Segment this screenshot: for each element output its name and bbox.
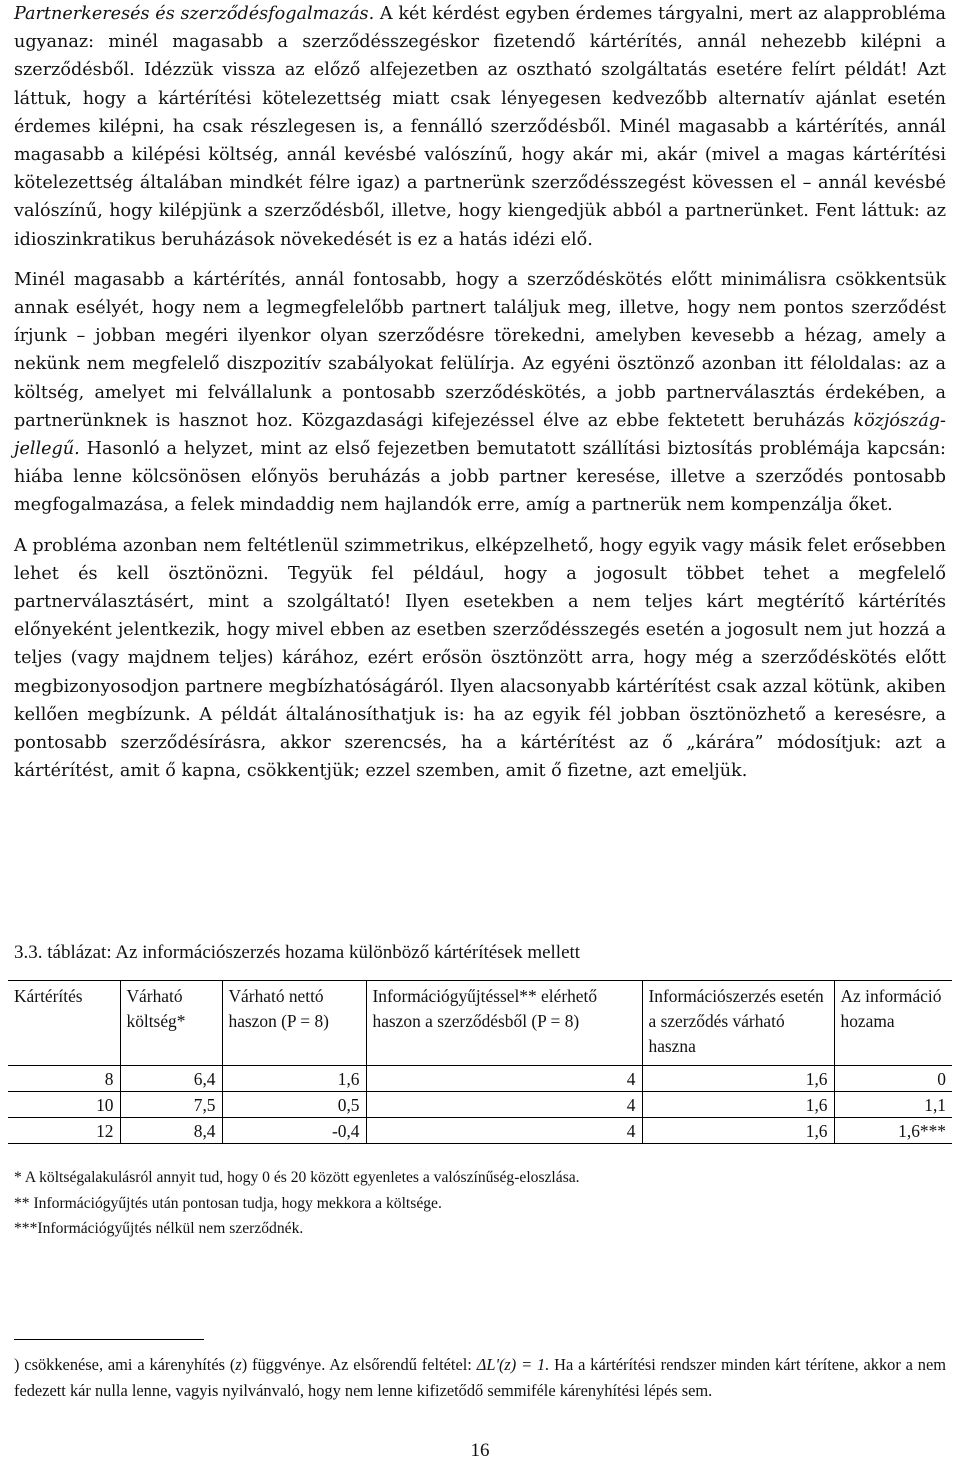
table-cell: 1,6 <box>222 1066 366 1092</box>
paragraph-3-text: A probléma azonban nem feltétlenül szimmetrikus, elképzelhető, hogy egyik vagy másik felet erősebben lehet és kell ösztönözni. Tegyük fel például, hogy a jogosult többet tehet a megfelelő partnerválasztásért, mint a szolgáltató! Ilyen esetekben a nem teljes kárt megtérítő kártérítés előnyeként jelentkezik, hogy mivel ebben az esetben szerződésszegés esetén a jogosult nem jut hozzá a teljes (vagy majdnem teljes) kárához, ezért erősön ösztönzött arra, hogy még a szerződéskötés előtt megbizonyosodjon partnere megbízhatóságáról. Ilyen alacsonyabb kártérítést csak azzal kötünk, akiben kellően megbízunk. A példát általánosíthatjuk is: ha az egyik fél jobban ösztönözhető a keresésre, a pontosabb szerződésírásra, akkor szerencsés, ha a kártérítést az ő „kárára” módosítjuk: azt a kártérítést, amit ő kapna, csökkentjük; ezzel szemben, amit ő fizetne, azt emeljük. <box>14 535 946 782</box>
paragraph-3 <box>14 532 946 786</box>
footnote-part-2: ) függvénye. Az elsőrendű feltétel: <box>241 1355 477 1374</box>
table-cell: 1,1 <box>834 1092 952 1118</box>
header-netto-haszon: Várható nettó haszon (P = 8) <box>222 981 366 1066</box>
table-note-3: ***Információgyűjtés nélkül nem szerződnék. <box>14 1220 304 1237</box>
table-cell: 4 <box>366 1066 642 1092</box>
table-cell: 4 <box>366 1092 642 1118</box>
footnote <box>14 1352 946 1404</box>
paragraph-2-text-a: Minél magasabb a kártérítés, annál fontosabb, hogy a szerződéskötés előtt minimálisra csökkentsük annak esélyét, hogy nem a legmegfelelőbb partnert találjuk meg, illetve, hogy nem pontos szerződést írjunk – jobban megéri ilyenkor olyan szerződésre törekedni, amelyben kevesebb a hézag, amely a nekünk nem megfelelő diszpozitív szabályokat felülírja. Az egyéni ösztönző azonban itt féloldalas: az a költség, amelyet mi felvállalunk a pontosabb szerződéskötés, a jobb partnerválasztás érdekében, a partnerünknek is hasznot hoz. Közgazdasági kifejezéssel élve az ebbe fektetett beruházás <box>14 269 946 431</box>
table-row <box>8 1118 952 1144</box>
table-row <box>8 1092 952 1118</box>
table-cell: 10 <box>8 1092 120 1118</box>
table-cell: 0 <box>834 1066 952 1092</box>
header-kartérites: Kártérítés <box>8 981 120 1066</box>
table-note-2: ** Információgyűjtés után pontosan tudja, hogy mekkora a költsége. <box>14 1194 442 1212</box>
footnote-separator <box>14 1339 204 1340</box>
header-elerheto-haszon: Információgyűjtéssel** elérhető haszon a szerződésből (P = 8) <box>366 981 642 1066</box>
table-cell: 4 <box>366 1118 642 1144</box>
table-cell: 1,6*** <box>834 1118 952 1144</box>
table-cell: 1,6 <box>642 1092 834 1118</box>
table-cell: -0,4 <box>222 1118 366 1144</box>
header-informacio-hozama: Az információ hozama <box>834 981 952 1066</box>
header-szerzodes-haszna: Információszerzés esetén a szerződés várható haszna <box>642 981 834 1066</box>
table-cell: 12 <box>8 1118 120 1144</box>
page-number: 16 <box>470 1440 490 1461</box>
table-cell: 8 <box>8 1066 120 1092</box>
paragraph-2-text-b: Hasonló a helyzet, mint az első fejezetben bemutatott szállítási biztosítás problémája kapcsán: hiába lenne kölcsönösen előnyös beruházás a jobb partner keresése, illetve a szerződés pontosabb megfogalmazása, a felek mindaddig nem hajlandók erre, amíg a partnerük nem kompenzálja őket. <box>14 439 946 516</box>
table-cell: 6,4 <box>120 1066 222 1092</box>
table-row <box>8 1066 952 1092</box>
document-body <box>14 0 946 785</box>
paragraph-1 <box>14 0 946 254</box>
info-table <box>8 980 952 1144</box>
table-note-1: * A költségalakulásról annyit tud, hogy 0 és 20 között egyenletes a valószínűség-eloszlása. <box>14 1169 580 1186</box>
paragraph-2 <box>14 266 946 520</box>
footnote-formula: ΔL'(z) = 1. <box>476 1355 550 1374</box>
paragraph-1-lead: Partnerkeresés és szerződésfogalmazás. <box>14 4 375 24</box>
footnote-part-1: ) csökkenése, ami a kárenyhítés ( <box>14 1355 236 1374</box>
table-cell: 1,6 <box>642 1118 834 1144</box>
paragraph-2-emphasis: közjószág-jellegű. <box>14 410 946 460</box>
table-cell: 7,5 <box>120 1092 222 1118</box>
footnote-part-3: Ha a kártérítési rendszer minden kárt térítene, akkor a nem fedezett kár nulla lenne, vagyis nyilvánvaló, hogy nem lenne kifizetődő semmiféle kárenyhítési lépés sem. <box>14 1355 946 1400</box>
table-cell: 0,5 <box>222 1092 366 1118</box>
table-notes <box>14 1165 946 1242</box>
table-header-row <box>8 981 952 1066</box>
header-varhato-koltseg: Várható költség* <box>120 981 222 1066</box>
table-cell: 1,6 <box>642 1066 834 1092</box>
paragraph-1-text: A két kérdést egyben érdemes tárgyalni, mert az alapprobléma ugyanaz: minél magasabb a szerződésszegéskor fizetendő kártérítés, annál nehezebb kilépni a szerződésből. Idézzük vissza az előző alfejezetben az osztható szolgáltatás esetére felírt példát! Azt láttuk, hogy a kártérítési kötelezettség miatt csak lényegesen kedvezőbb alternatív ajánlat esetén érdemes kilépni, ha csak részlegesen is, a fennálló szerződésből. Minél magasabb a kártérítés, annál magasabb a kilépési költség, annál kevésbé valószínű, hogy akár mi, akár (mivel a magas kártérítési kötelezettség általában mindkét félre igaz) a partnerünk szerződésszegést kövessen el – annál kevésbé valószínű, hogy kilépjünk a szerződésből, illetve, hogy kiengedjük abból a partnerünket. Fent láttuk: az idioszinkratikus beruházások növekedését is ez a hatás idézi elő. <box>14 4 946 250</box>
table-cell: 8,4 <box>120 1118 222 1144</box>
table-caption: 3.3. táblázat: Az információszerzés hozama különböző kártérítések mellett <box>14 942 581 963</box>
footnote-variable: z <box>235 1355 242 1374</box>
